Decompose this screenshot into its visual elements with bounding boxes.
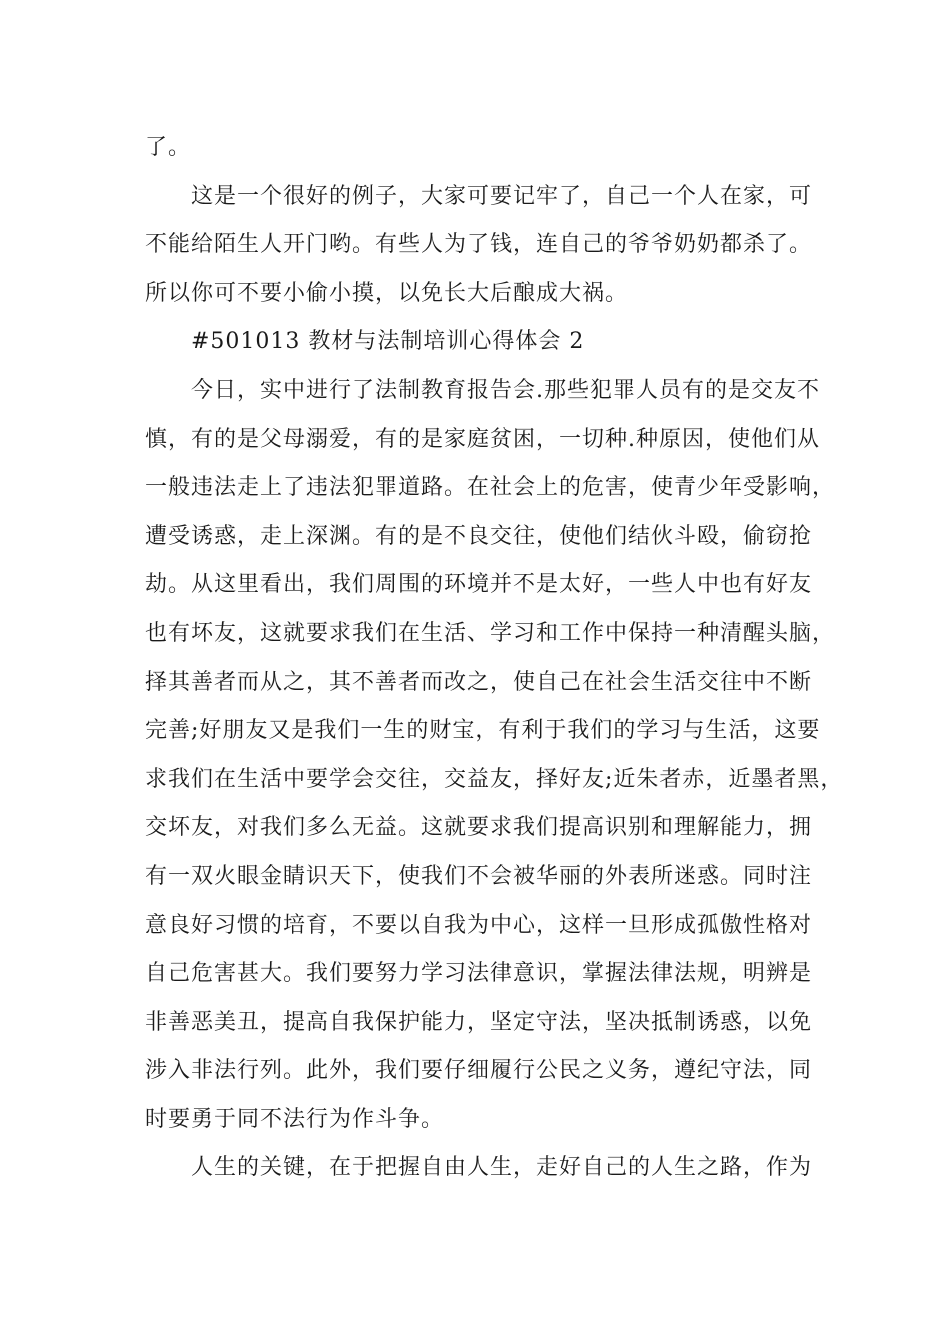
text-line: 慎，有的是父母溺爱，有的是家庭贫困，一切种.种原因，使他们从	[145, 426, 820, 452]
text-line: 所以你可不要小偷小摸，以免长大后酿成大祸。	[145, 280, 629, 306]
text-line: 有一双火眼金睛识天下，使我们不会被华丽的外表所迷惑。同时注	[145, 863, 813, 889]
text-line: 完善;好朋友又是我们一生的财宝，有利于我们的学习与生活，这要	[145, 718, 821, 744]
text-line: 人生的关键，在于把握自由人生，走好自己的人生之路，作为	[191, 1155, 813, 1181]
paragraph-life	[145, 1144, 815, 1193]
text-line: 涉入非法行列。此外，我们要仔细履行公民之义务，遵纪守法，同	[145, 1058, 813, 1084]
text-line: 一般违法走上了违法犯罪道路。在社会上的危害，使青少年受影响，	[145, 475, 836, 501]
text-line: 时要勇于同不法行为作斗争。	[145, 1106, 445, 1132]
text-line: 遭受诱惑，走上深渊。有的是不良交往，使他们结伙斗殴，偷窃抢	[145, 523, 813, 549]
document-body	[145, 124, 844, 1193]
paragraph-continuation	[145, 124, 815, 173]
paragraph-example	[145, 173, 815, 319]
text-line: 劫。从这里看出，我们周围的环境并不是太好，一些人中也有好友	[145, 572, 813, 598]
text-line: 择其善者而从之，其不善者而改之，使自己在社会生活交往中不断	[145, 669, 813, 695]
heading-text: #501013 教材与法制培训心得体会 2	[191, 329, 585, 355]
text-line: 求我们在生活中要学会交往，交益友，择好友;近朱者赤，近墨者黑，	[145, 766, 844, 792]
text-line: 也有坏友，这就要求我们在生活、学习和工作中保持一种清醒头脑，	[145, 620, 836, 646]
paragraph-report	[145, 367, 844, 1145]
section-heading	[145, 318, 815, 367]
text-line: 意良好习惯的培育，不要以自我为中心，这样一旦形成孤傲性格对	[145, 912, 813, 938]
text-line: 自己危害甚大。我们要努力学习法律意识，掌握法律法规，明辨是	[145, 961, 813, 987]
text-line: 这是一个很好的例子，大家可要记牢了，自己一个人在家，可	[191, 183, 813, 209]
text-line: 今日，实中进行了法制教育报告会.那些犯罪人员有的是交友不	[191, 377, 820, 403]
text-line: 交坏友，对我们多么无益。这就要求我们提高识别和理解能力，拥	[145, 815, 813, 841]
text-line: 不能给陌生人开门哟。有些人为了钱，连自己的爷爷奶奶都杀了。	[145, 232, 813, 258]
text-line: 非善恶美丑，提高自我保护能力，坚定守法，坚决抵制诱惑，以免	[145, 1009, 813, 1035]
text-line: 了。	[145, 135, 192, 160]
